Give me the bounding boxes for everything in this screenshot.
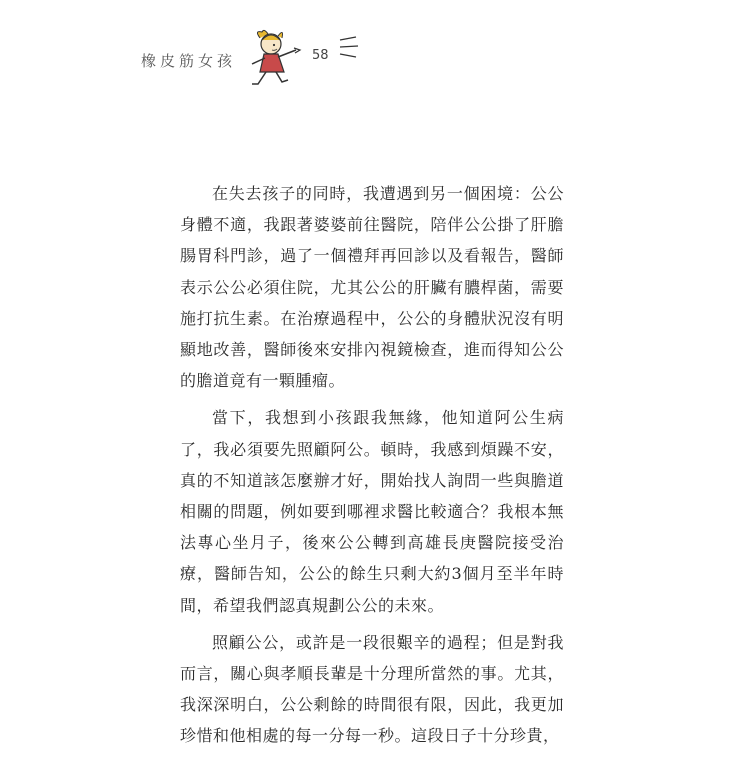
paragraph: 當下，我想到小孩跟我無緣，他知道阿公生病了，我必須要先照顧阿公。頓時，我感到煩躁不安，真的不知道該怎麼辦才好，開始找人詢問一些與膽道相關的問題，例如要到哪裡求醫比較適合？我根本無法專心坐月子，後來公公轉到高雄長庚醫院接受治療，醫師告知，公公的餘生只剩大約3個月至半年時間，希望我們認真規劃公公的未來。 xyxy=(180,408,564,615)
motion-lines-icon xyxy=(336,36,360,58)
paragraph: 照顧公公，或許是一段很艱辛的過程；但是對我而言，關心與孝順長輩是十分理所當然的事。尤其，我深深明白，公公剩餘的時間很有限，因此，我更加珍惜和他相處的每一分每一秒。這段日子十分珍貴， xyxy=(180,632,564,746)
running-girl-icon xyxy=(238,28,308,90)
page-header xyxy=(0,0,750,110)
paragraph: 在失去孩子的同時，我遭遇到另一個困境：公公身體不適，我跟著婆婆前往醫院，陪伴公公掛了肝膽腸胃科門診，過了一個禮拜再回診以及看報告，醫師表示公公必須住院，尤其公公的肝臟有膿桿菌，需要施打抗生素。在治療過程中，公公的身體狀況沒有明顯地改善，醫師後來安排內視鏡檢查，進而得知公公的膽道竟有一顆腫瘤。 xyxy=(180,184,564,391)
page-number: 58 xyxy=(312,48,329,63)
body-text xyxy=(180,178,564,758)
book-title: 橡皮筋女孩 xyxy=(141,52,237,70)
